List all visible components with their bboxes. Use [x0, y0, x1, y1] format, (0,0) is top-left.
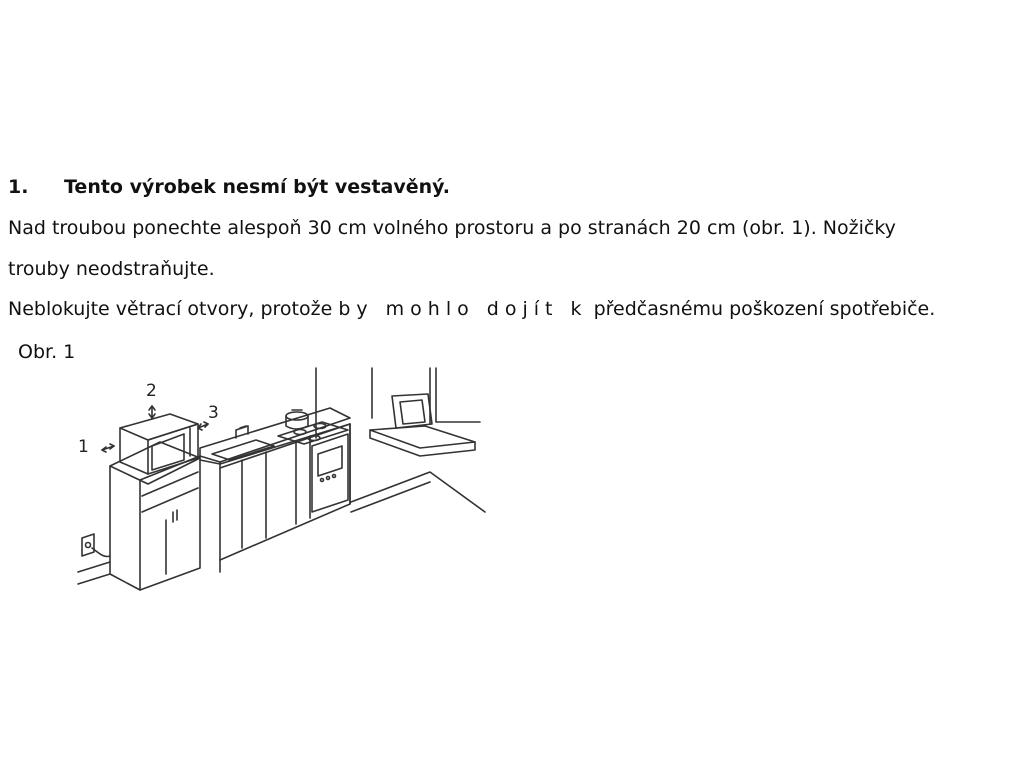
clearance-label-1: 1 — [78, 437, 89, 457]
figure-caption: Obr. 1 — [18, 341, 76, 363]
clearance-label-3: 3 — [208, 403, 219, 423]
section-title: Tento výrobek nesmí být vestavěný. — [64, 176, 451, 198]
instruction-line-3-end: předčasnému poškození spotřebiče. — [593, 298, 936, 320]
instruction-line-3-start: Neblokujte větrací otvory, protože — [8, 298, 333, 320]
kitchen-figure — [70, 362, 490, 598]
clearance-label-2: 2 — [146, 381, 157, 401]
section-heading — [8, 176, 450, 198]
instruction-line-1: Nad troubou ponechte alespoň 30 cm volného prostoru a po stranách 20 cm (obr. 1). Nožičky — [8, 217, 896, 239]
kitchen-illustration — [70, 362, 490, 594]
section-number: 1. — [8, 176, 29, 198]
instruction-line-3 — [8, 298, 935, 320]
instruction-line-3-spaced: by mohlo dojít k — [338, 298, 588, 320]
instruction-line-2: trouby neodstraňujte. — [8, 258, 215, 280]
